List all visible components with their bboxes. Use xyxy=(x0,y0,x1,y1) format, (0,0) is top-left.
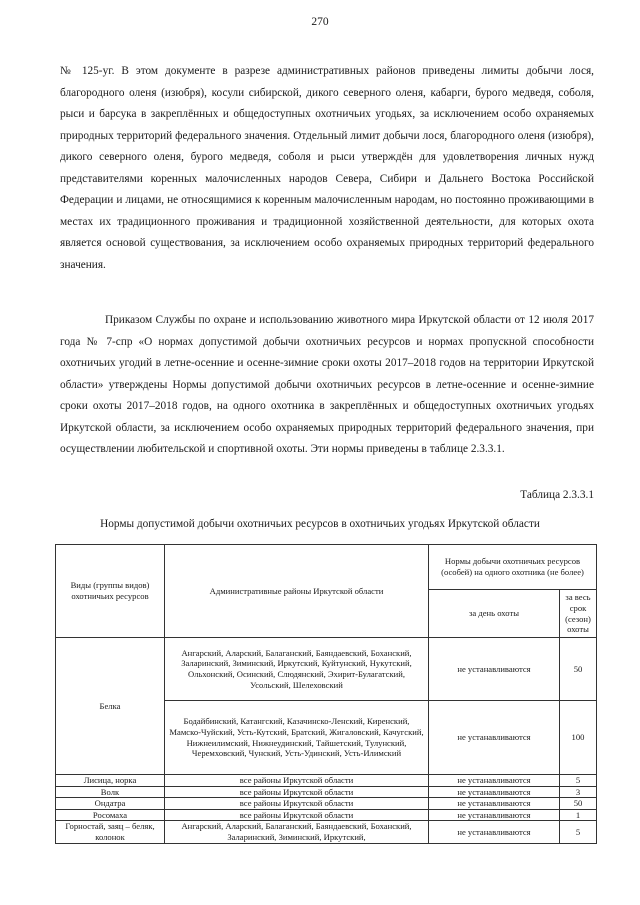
cell-per-day: не устанавливаются xyxy=(429,775,560,787)
cell-districts: все районы Иркутской области xyxy=(165,798,429,810)
header-norms: Нормы добычи охотничьих ресурсов (особей) на одного охотника (не более) xyxy=(429,545,597,590)
cell-districts: Ангарский, Аларский, Балаганский, Баяндаевский, Боханский, Заларинский, Зиминский, Иркутский, xyxy=(165,821,429,843)
cell-districts: все районы Иркутской области xyxy=(165,809,429,821)
table-title: Нормы допустимой добычи охотничьих ресурсов в охотничьих угодьях Иркутской области xyxy=(100,518,540,530)
header-species: Виды (группы видов) охотничьих ресурсов xyxy=(56,545,165,638)
cell-districts: Бодайбинский, Катангский, Казачинско-Ленский, Киренский, Мамско-Чуйский, Усть-Кутский, Братский, Жигаловский, Качугский, Нижнеилимский, Нижнеудинский, Тайшетский, Тулунский, Черемховский, Чунский, Усть-Удинский, Усть-Илимский xyxy=(165,701,429,775)
table-row xyxy=(56,798,597,810)
cell-per-day: не устанавливаются xyxy=(429,809,560,821)
cell-per-day: не устанавливаются xyxy=(429,786,560,798)
header-per-season: за весь срок (сезон) охоты xyxy=(560,590,597,638)
cell-per-day: не устанавливаются xyxy=(429,638,560,701)
page-number: 270 xyxy=(311,16,329,28)
table-label: Таблица 2.3.3.1 xyxy=(520,489,594,501)
header-districts: Административные районы Иркутской области xyxy=(165,545,429,638)
cell-districts: все районы Иркутской области xyxy=(165,775,429,787)
table-row xyxy=(56,775,597,787)
norms-table xyxy=(55,544,597,844)
cell-species: Росомаха xyxy=(56,809,165,821)
cell-per-day: не устанавливаются xyxy=(429,798,560,810)
cell-per-day: не устанавливаются xyxy=(429,821,560,843)
body-paragraph: № 125-уг. В этом документе в разрезе административных районов приведены лимиты добычи лося, благородного оленя (изюбря), косули сибирской, дикого северного оленя, кабарги, бурого медведя, соболя, рыси и барсука в закреплённых и общедоступных охотничьих угодьях, за исключением особо охраняемых природных территорий федерального значения. Отдельный лимит добычи лося, благородного оленя (изюбря), дикого северного оленя, бурого медведя, соболя и рыси утверждён для удовлетворения личных нужд представителями коренных малочисленных народов Севера, Сибири и Дальнего Востока Российской Федерации и лицами, не относящимися к коренным малочисленным народам, но постоянно проживающими в местах их традиционного проживания и традиционной хозяйственной деятельности, для которых охота является основой существования, за исключением особо охраняемых природных территорий федерального значения. xyxy=(60,65,594,271)
cell-per-season: 5 xyxy=(560,775,597,787)
cell-per-day: не устанавливаются xyxy=(429,701,560,775)
cell-species: Белка xyxy=(56,638,165,775)
table-row xyxy=(56,638,597,701)
cell-per-season: 1 xyxy=(560,809,597,821)
table-header-row xyxy=(56,545,597,590)
cell-per-season: 100 xyxy=(560,701,597,775)
cell-per-season: 3 xyxy=(560,786,597,798)
cell-species: Лисица, норка xyxy=(56,775,165,787)
cell-per-season: 5 xyxy=(560,821,597,843)
cell-species: Ондатра xyxy=(56,798,165,810)
cell-districts: Ангарский, Аларский, Балаганский, Баяндаевский, Боханский, Заларинский, Зиминский, Иркутский, Куйтунский, Нукутский, Ольхонский, Осинский, Слюдянский, Эхирит-Булагатский, Усольский, Шелеховский xyxy=(165,638,429,701)
body-paragraph: Приказом Службы по охране и использованию животного мира Иркутской области от 12 июля 2017 года № 7-спр «О нормах допустимой добычи охотничьих ресурсов и нормах пропускной способности охотничьих угодий в летне-осенние и осенне-зимние сроки охоты 2017–2018 годов на территории Иркутской области» утверждены Нормы допустимой добычи охотничьих ресурсов в летне-осенние и осенне-зимние сроки охоты 2017–2018 годов, на одного охотника в закреплённых и общедоступных охотничьих угодьях Иркутской области, за исключением особо охраняемых природных территорий федерального значения, при осуществлении любительской и спортивной охоты. Эти нормы приведены в таблице 2.3.3.1. xyxy=(60,314,594,455)
cell-per-season: 50 xyxy=(560,798,597,810)
header-per-day: за день охоты xyxy=(429,590,560,638)
cell-per-season: 50 xyxy=(560,638,597,701)
table-row xyxy=(56,809,597,821)
cell-species: Горностай, заяц – беляк, колонок xyxy=(56,821,165,843)
cell-districts: все районы Иркутской области xyxy=(165,786,429,798)
table-row xyxy=(56,786,597,798)
cell-species: Волк xyxy=(56,786,165,798)
table-row xyxy=(56,821,597,843)
